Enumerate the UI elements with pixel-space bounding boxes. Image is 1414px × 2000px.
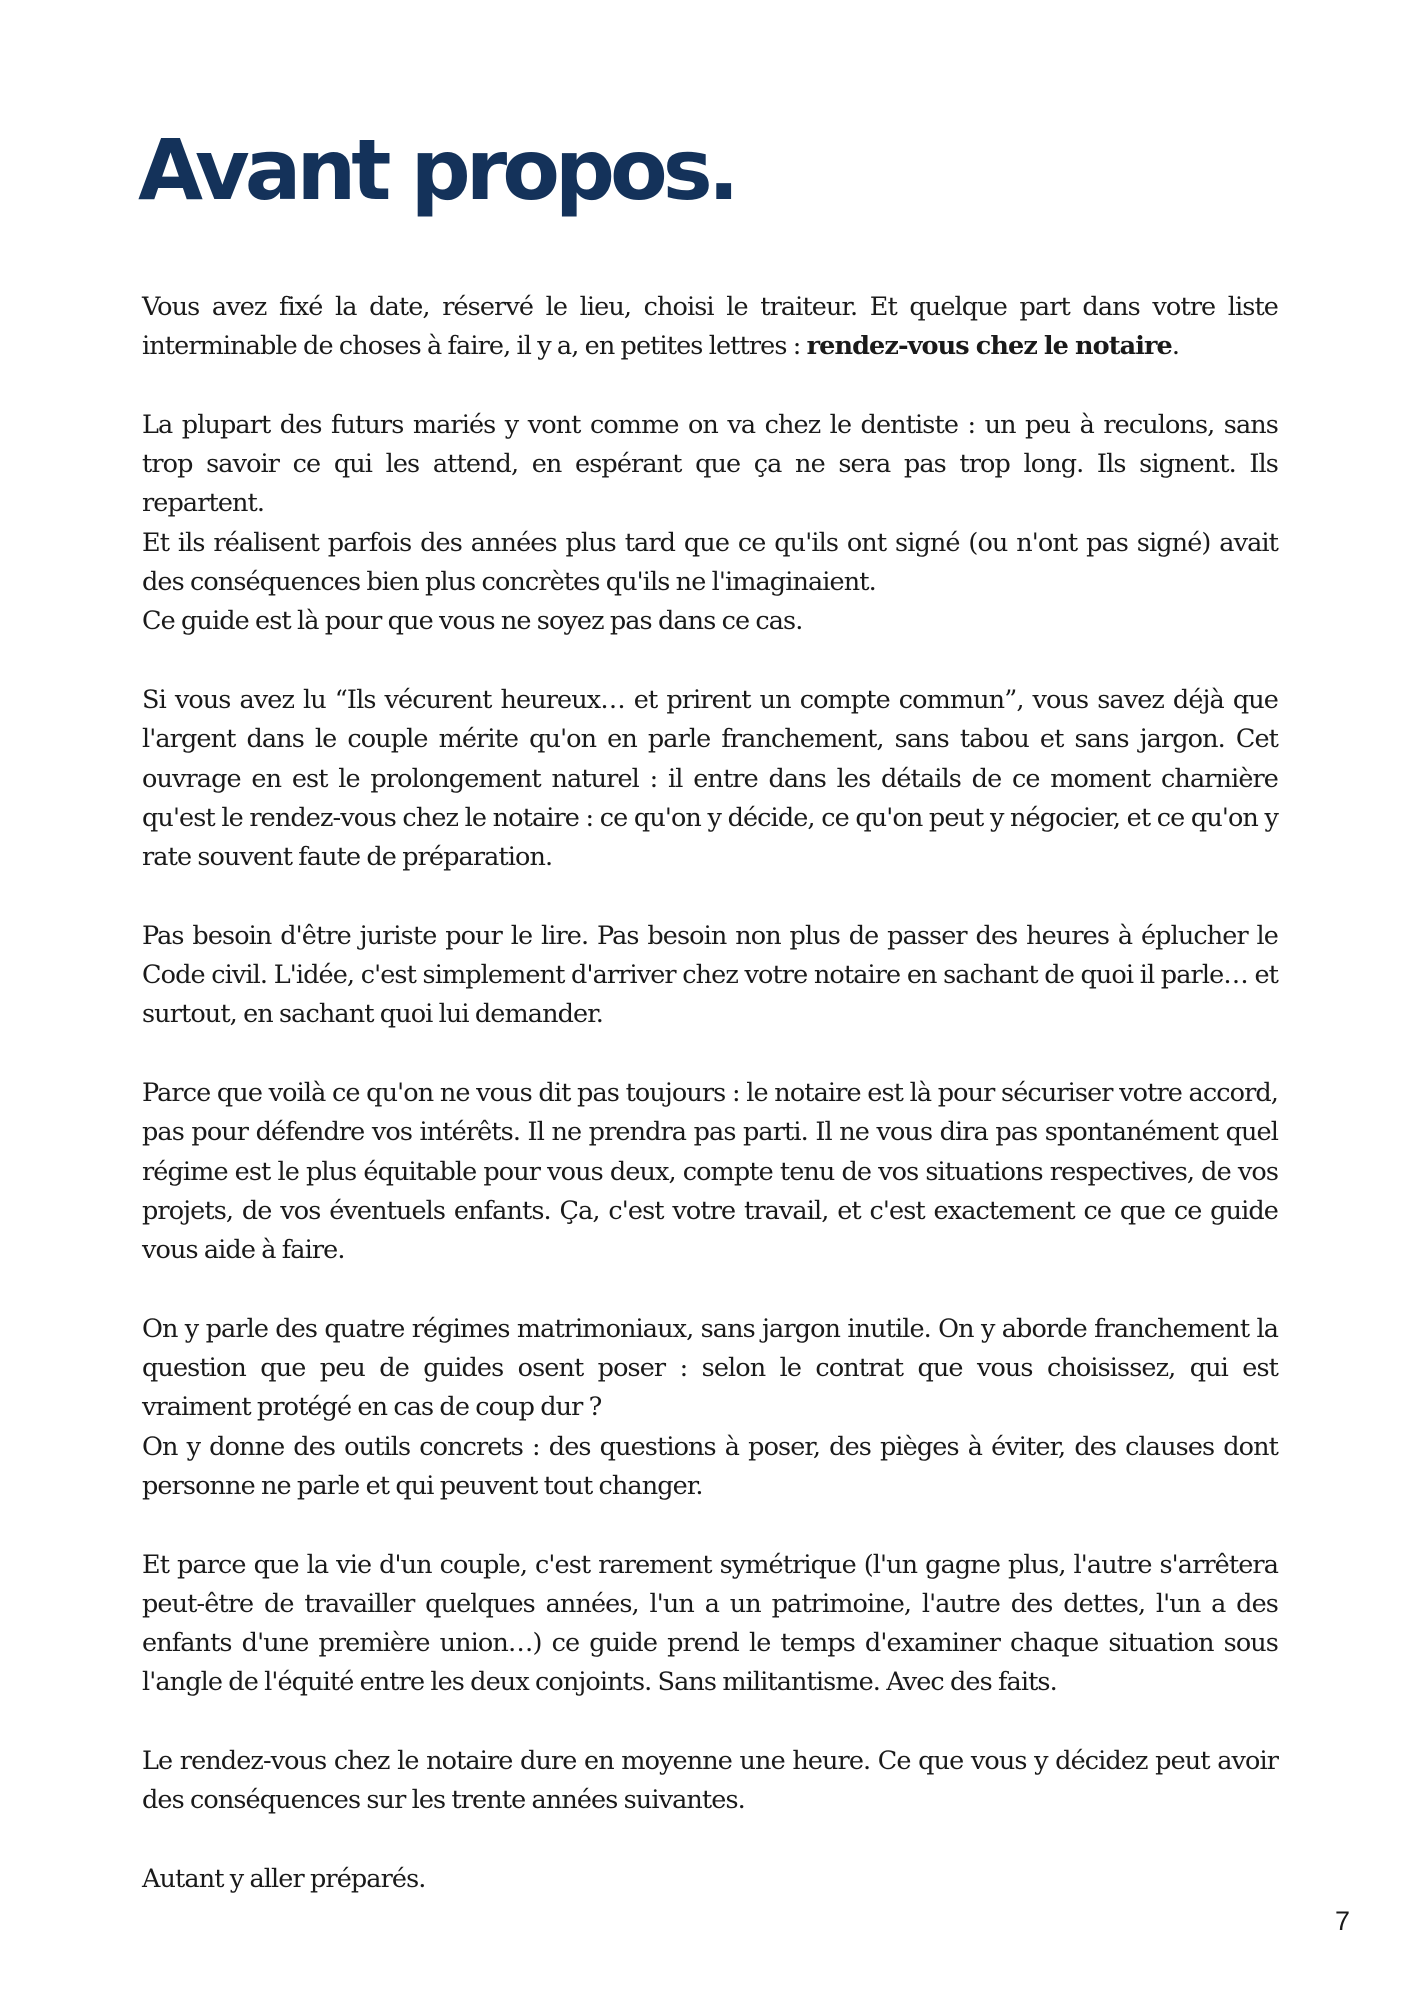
text-line (142, 327, 1278, 366)
text-line: Autant y aller préparés. (142, 1863, 426, 1894)
text-line: Si vous avez lu “Ils vécurent heureux… et prirent un compte commun”, vous savez déjà que (142, 684, 1278, 715)
text-line: régime est le plus équitable pour vous deux, compte tenu de vos situations respectives, de vos (142, 1156, 1278, 1187)
text-line: personne ne parle et qui peuvent tout changer. (142, 1470, 703, 1501)
paragraph (142, 917, 1278, 1035)
paragraph (142, 406, 1278, 642)
page-number: 7 (1334, 1906, 1350, 1936)
text-line: trop savoir ce qui les attend, en espérant que ça ne sera pas trop long. Ils signent. Ils repartent. (142, 449, 1278, 519)
text-line: des conséquences bien plus concrètes qu'ils ne l'imaginaient. (142, 567, 876, 598)
text-segment: interminable de choses à faire, il y a, en petites lettres : (142, 331, 807, 362)
page-title: Avant propos. (138, 121, 735, 219)
paragraph (142, 288, 1278, 367)
text-line: vraiment protégé en cas de coup dur ? (142, 1392, 602, 1423)
text-line: Code civil. L'idée, c'est simplement d'arriver chez votre notaire en sachant de quoi il parle… et (142, 960, 1278, 991)
paragraph (142, 1074, 1278, 1270)
bold-emphasis: rendez-vous chez le notaire (806, 331, 1172, 362)
body-text (142, 288, 1278, 1938)
text-line: surtout, en sachant quoi lui demander. (142, 999, 603, 1030)
text-line: l'argent dans le couple mérite qu'on en parle franchement, sans tabou et sans jargon. Cet (142, 724, 1278, 755)
text-line: On y donne des outils concrets : des questions à poser, des pièges à éviter, des clauses dont (142, 1431, 1278, 1462)
text-line: qu'est le rendez-vous chez le notaire : ce qu'on y décide, ce qu'on peut y négocier, et ce qu'on y (142, 802, 1278, 833)
paragraph (142, 1860, 1278, 1899)
text-line: peut-être de travailler quelques années, l'un a un patrimoine, l'autre des dettes, l'un a des (142, 1588, 1278, 1619)
text-line: enfants d'une première union…) ce guide prend le temps d'examiner chaque situation sous (142, 1628, 1278, 1659)
text-line: des conséquences sur les trente années suivantes. (142, 1785, 745, 1816)
paragraph (142, 1310, 1278, 1506)
text-line: vous aide à faire. (142, 1235, 345, 1266)
paragraph (142, 1546, 1278, 1703)
text-line: projets, de vos éventuels enfants. Ça, c'est votre travail, et c'est exactement ce que ce guide (142, 1195, 1278, 1226)
text-line: ouvrage en est le prolongement naturel : il entre dans les détails de ce moment charnière (142, 763, 1278, 794)
text-line: pas pour défendre vos intérêts. Il ne prendra pas parti. Il ne vous dira pas spontanément quel (142, 1117, 1278, 1148)
text-line: Vous avez fixé la date, réservé le lieu, choisi le traiteur. Et quelque part dans votre liste (142, 292, 1278, 322)
text-line: Pas besoin d'être juriste pour le lire. Pas besoin non plus de passer des heures à éplucher le (142, 920, 1278, 951)
text-line: question que peu de guides osent poser : selon le contrat que vous choisissez, qui est (142, 1353, 1278, 1384)
text-line: La plupart des futurs mariés y vont comme on va chez le dentiste : un peu à reculons, sans (142, 409, 1278, 440)
text-line: Ce guide est là pour que vous ne soyez pas dans ce cas. (142, 606, 803, 637)
text-line: l'angle de l'équité entre les deux conjoints. Sans militantisme. Avec des faits. (142, 1667, 1057, 1698)
text-line: Le rendez-vous chez le notaire dure en moyenne une heure. Ce que vous y décidez peut avoir (142, 1745, 1278, 1776)
text-line: Et ils réalisent parfois des années plus tard que ce qu'ils ont signé (ou n'ont pas signé) avait (142, 527, 1278, 558)
paragraph (142, 681, 1278, 877)
text-line: Parce que voilà ce qu'on ne vous dit pas toujours : le notaire est là pour sécuriser votre accord, (142, 1077, 1278, 1108)
text-line: Et parce que la vie d'un couple, c'est rarement symétrique (l'un gagne plus, l'autre s'arrêtera (142, 1549, 1278, 1580)
text-line: rate souvent faute de préparation. (142, 842, 553, 873)
text-segment: . (1171, 331, 1180, 362)
paragraph (142, 1742, 1278, 1821)
text-line: On y parle des quatre régimes matrimoniaux, sans jargon inutile. On y aborde franchement la (142, 1313, 1278, 1344)
